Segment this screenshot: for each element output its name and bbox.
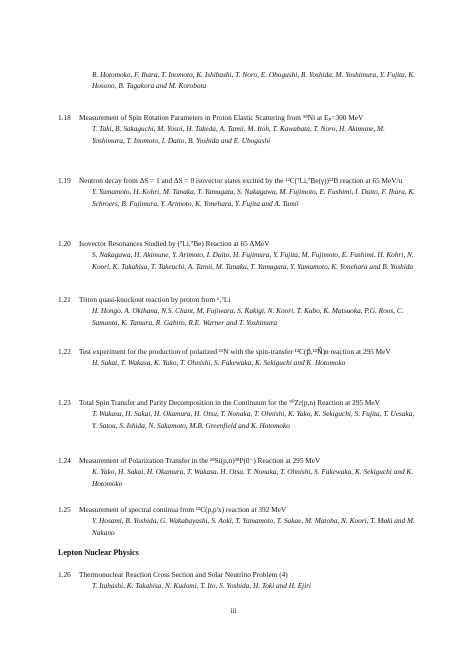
- entry-number: 1.24: [58, 456, 71, 465]
- entry-number: 1.25: [58, 505, 71, 514]
- entry-authors: H. Hongo, A. Okihana, N.S. Chant, M. Fujiwara, S. Kakigi, N. Koori, T. Kubo, K. Matsuoka, P.G. Roos, C. Samanta, K. Tamura, R. Gabiro, R.E. Warner and T. Yoshimura: [92, 306, 404, 327]
- entry-1-24: [58, 455, 418, 489]
- entry-title: Triton quasi-knockout reaction by proton from ⁶,⁷Li: [79, 295, 231, 304]
- entry-number: 1.26: [58, 570, 71, 579]
- entry-title: Measurement of Spin Rotation Parameters in Proton Elastic Scattering from ⁵⁸Ni at Eₚ=300 MeV: [79, 113, 364, 122]
- entry-authors: S. Nakagawa, H. Akimune, Y. Arimoto, I. Daito, H. Fujimura, Y. Fujita, M. Fujimoto, E. Fushimi, H. Kohri, N. Koori, K. Takahisa, T. Takeuchi, A. Tamii, M. Tanaka, T. Yamagata, Y. Yamamoto, K. Yonehara and B. Yoshida: [92, 250, 414, 271]
- entry-authors: T. Taki, B. Sakaguchi, M. Yosoi, H. Takeda, A. Tamii, M. Itoh, T. Kawabata, T. Noro, H. Akimune, M. Yoshimura, T. Inomoto, I. Daito, B. Yoshida and E. Ubogushi: [92, 124, 385, 145]
- entry-1-21: [58, 294, 418, 328]
- entry-title: Thermonuclear Reaction Cross Section and Solar Neutrino Problem (4): [79, 570, 288, 579]
- entry-number: 1.22: [58, 347, 71, 356]
- entry-1-20: [58, 238, 418, 272]
- entry-1-26: [58, 569, 418, 592]
- entry-authors: Y. Hosami, B. Yoshida, G. Wakabayashi, S. Aoki, T. Yamamoto, T. Sakae, M. Matoba, N. Koori, T. Maki and M. Nakano: [92, 516, 415, 537]
- entry-title: Measurement of spectral continua from ¹²C(p,p'x) reaction at 392 MeV: [79, 505, 287, 514]
- entry-number: 1.20: [58, 239, 71, 248]
- entry-title: Neutron decay from ΔS = 1 and ΔS = 0 isovector states excited by the ¹²C(⁷Li,⁷Be(γ))¹²B reaction at 65 MeV/u: [79, 176, 403, 185]
- entry-authors: K. Yako, H. Sakai, H. Okamura, T. Wakasa, H. Otsu, T. Nonaka, T. Ohnishi, S. Fakewaka, K. Sekiguchi and K. Hotomoko: [92, 467, 414, 488]
- entry-number: 1.23: [58, 398, 71, 407]
- entry-title: Measurement of Polarization Transfer in the ²⁸Si(p,n)²⁸P(0⁻) Reaction at 295 MeV: [79, 456, 321, 465]
- entry-authors: H. Sakai, T. Wakasa, K. Yako, T. Ohnishi, S. Fakewaka, K. Sekiguchi and K. Hotomoko: [92, 358, 346, 368]
- entry-number: 1.19: [58, 176, 71, 185]
- entry-1-19: [58, 175, 418, 209]
- continued-author-list: R. Hotomoko, F. Ihara, T. Inomoto, K. Ishibashi, T. Noro, E. Obogushi, B. Yoshida, M. Yoshimura, Y. Fujita, K. Hosono, B. Tagakora and M. Korobota: [92, 70, 416, 91]
- entry-1-22: [58, 346, 418, 369]
- entry-1-25: [58, 504, 418, 538]
- entry-1-23: [58, 397, 418, 431]
- entry-number: 1.18: [58, 113, 71, 122]
- entry-number: 1.21: [58, 295, 71, 304]
- entry-1-18: [58, 112, 418, 146]
- entry-title: Total Spin Transfer and Parity Decomposition in the Continuum for the ⁹⁰Zr(p,n) Reaction at 295 MeV: [79, 398, 380, 407]
- entry-authors: T. Itahashi, K. Takahisa, N. Kudomi, T. Ito, S. Yoshida, H. Toki and H. Ejiri: [92, 581, 312, 591]
- entry-title: Isovector Resonances Studied by (⁷Li,⁷Be) Reaction at 65 AMeV: [79, 239, 270, 248]
- page-number: iii: [230, 606, 237, 615]
- entry-authors: Y. Yamamoto, H. Kohri, M. Tanaka, T. Yamagata, S. Nakagawa, M. Fujimoto, E. Fushimi, I. Daito, F. Ihara, K. Schroers, B. Fujimura, Y. Arimoto, K. Yonehara, Y. Fujita and A. Tamii: [92, 187, 416, 208]
- section-heading: Lepton Nuclear Physics: [58, 548, 139, 557]
- entry-authors: T. Wakasa, H. Sakai, H. Okamura, H. Otsu, T. Nonaka, T. Ohnishi, K. Yako, K. Sekiguchi, S. Fujita, T. Uesaka, Y. Satou, S. Ishida, N. Sakamoto, M.B. Greenfield and K. Hotomoko: [92, 409, 415, 430]
- entry-title: Test experiment for the production of polarized ¹²N with the spin-transfer ¹²C(p⃗,¹²N⃗)n reaction at 295 MeV: [79, 347, 391, 356]
